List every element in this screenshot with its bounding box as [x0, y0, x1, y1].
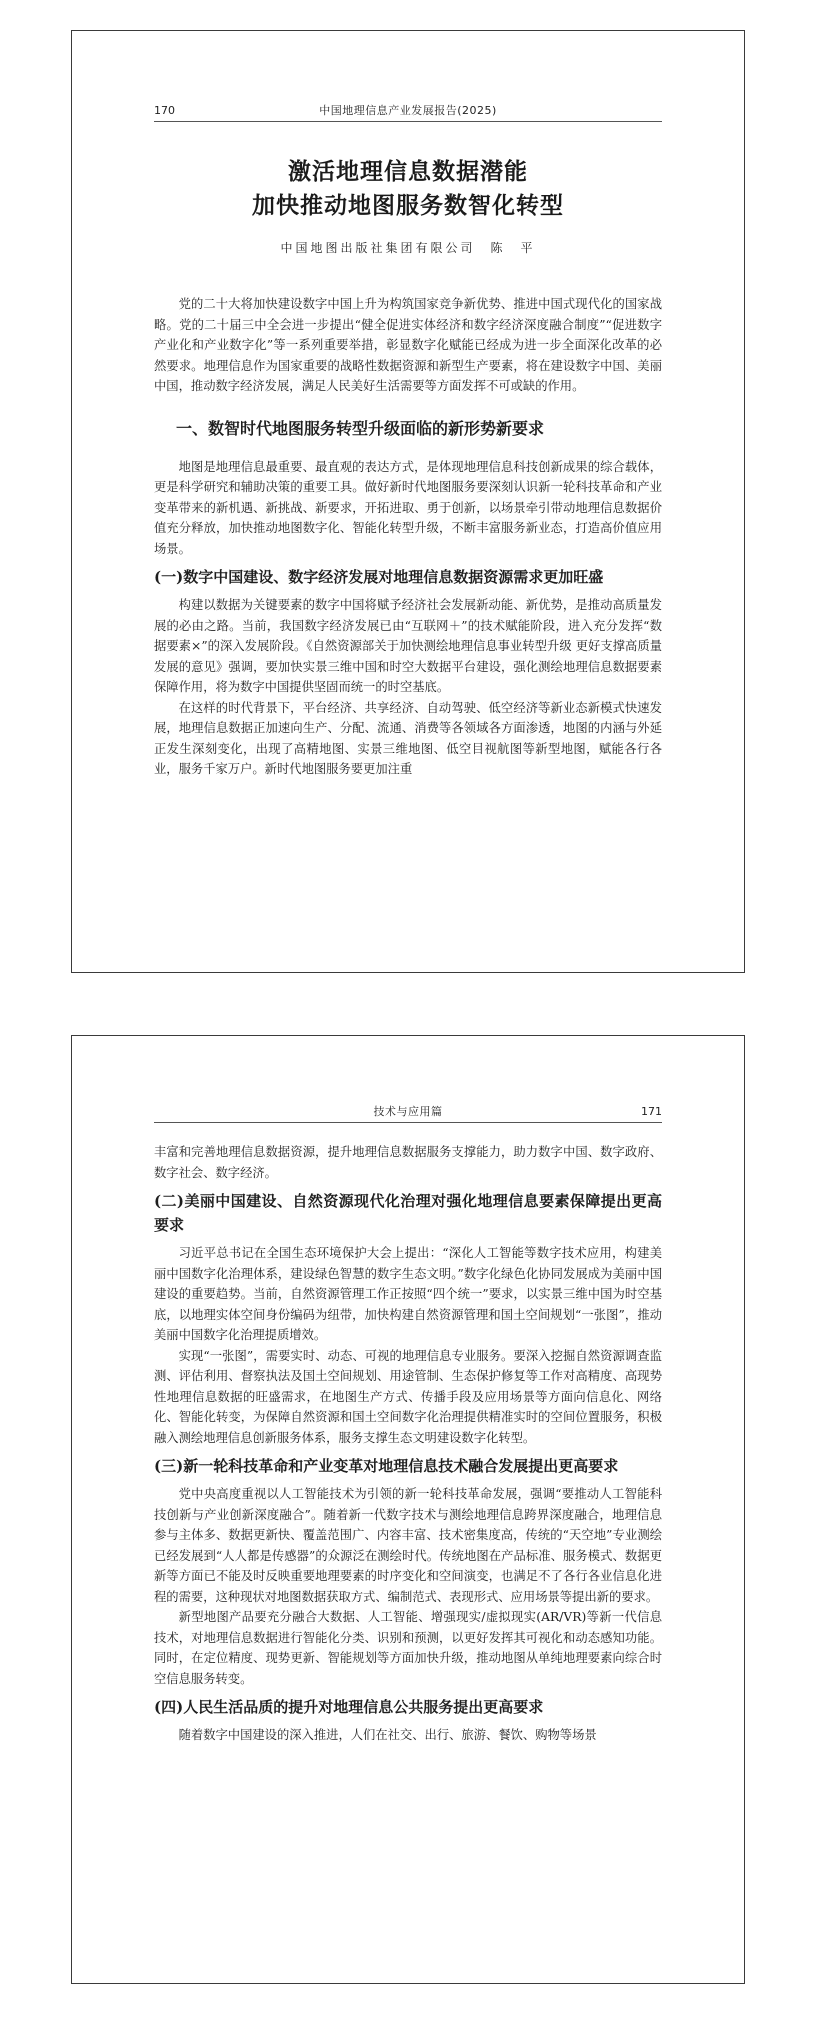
subsection-heading-1: (一)数字中国建设、数字经济发展对地理信息数据资源需求更加旺盛: [154, 568, 604, 586]
book-page-171: [71, 1035, 745, 1984]
book-page-170: [71, 30, 745, 973]
running-title: 技术与应用篇: [373, 1105, 443, 1118]
title-line-1: 激活地理信息数据潜能: [288, 159, 528, 185]
article-title: [154, 155, 662, 223]
sub2-paragraph-2: 实现“一张图”，需要实时、动态、可视的地理信息专业服务。要深入挖掘自然资源调查监测、评估利用、督察执法及国土空间规划、用途管制、生态保护修复等工作对高精度、高现势性地理信息数据的旺盛需求，在地图生产方式、传播手段及应用场景等方面向信息化、网络化、智能化转变，为保障自然资源和国土空间数字化治理提供精准实时的空间位置服务，积极融入测绘地理信息创新服务体系，服务支撑生态文明建设数字化转型。: [154, 1348, 662, 1445]
sub4-paragraph-1: 随着数字中国建设的深入推进，人们在社交、出行、旅游、餐饮、购物等场景: [178, 1728, 597, 1742]
title-line-2: 加快推动地图服务数智化转型: [252, 193, 564, 219]
author-line: 中国地图出版社集团有限公司 陈 平: [280, 241, 536, 255]
page-content: [154, 1142, 662, 1746]
sub1-paragraph-2: 在这样的时代背景下，平台经济、共享经济、自动驾驶、低空经济等新业态新模式快速发展，地理信息数据正加速向生产、分配、流通、消费等各领域各方面渗透，地图的内涵与外延正发生深刻变化，出现了高精地图、实景三维地图、低空目视航图等新型地图，赋能各行各业，服务千家万户。新时代地图服务要更加注重: [154, 700, 662, 776]
section1-paragraph: 地图是地理信息最重要、最直观的表达方式，是体现地理信息科技创新成果的综合载体，更是科学研究和辅助决策的重要工具。做好新时代地图服务要深刻认识新一轮科技革命和产业变革带来的新机遇、新挑战、新要求，开拓进取、勇于创新，以场景牵引带动地理信息数据价值充分释放，加快推动地图数字化、智能化转型升级，不断丰富服务新业态，打造高价值应用场景。: [154, 459, 662, 556]
sub3-paragraph-2: 新型地图产品要充分融合大数据、人工智能、增强现实/虚拟现实(AR/VR)等新一代信息技术，对地理信息数据进行智能化分类、识别和预测，以更好发挥其可视化和动态感知功能。同时，在定位精度、现势更新、智能规划等方面加快升级，推动地图从单纯地理要素向综合时空信息服务转变。: [154, 1610, 662, 1686]
running-title: 中国地理信息产业发展报告(2025): [319, 104, 497, 117]
page-number: 171: [641, 1105, 662, 1118]
continued-paragraph: 丰富和完善地理信息数据资源，提升地理信息数据服务支撑能力，助力数字中国、数字政府、数字社会、数字经济。: [154, 1145, 662, 1180]
subsection-heading-3: (三)新一轮科技革命和产业变革对地理信息技术融合发展提出更高要求: [154, 1457, 619, 1475]
subsection-heading-2: (二)美丽中国建设、自然资源现代化治理对强化地理信息要素保障提出更高要求: [154, 1192, 662, 1234]
page-content: [154, 155, 662, 780]
page-header: [154, 101, 662, 122]
intro-paragraph: 党的二十大将加快建设数字中国上升为构筑国家竞争新优势、推进中国式现代化的国家战略。党的二十届三中全会进一步提出“健全促进实体经济和数字经济深度融合制度”“促进数字产业化和产业数字化”等一系列重要举措，彰显数字化赋能已经成为进一步全面深化改革的必然要求。地理信息作为国家重要的战略性数据资源和新型生产要素，将在建设数字中国、美丽中国，推动数字经济发展，满足人民美好生活需要等方面发挥不可或缺的作用。: [154, 297, 662, 393]
subsection-heading-4: (四)人民生活品质的提升对地理信息公共服务提出更高要求: [154, 1698, 544, 1716]
page-number: 170: [154, 104, 175, 117]
page-header: [154, 1102, 662, 1123]
section-heading-1: 一、数智时代地图服务转型升级面临的新形势新要求: [176, 418, 545, 438]
sub2-paragraph-1: 习近平总书记在全国生态环境保护大会上提出：“深化人工智能等数字技术应用，构建美丽中国数字化治理体系，建设绿色智慧的数字生态文明。”数字化绿色化协同发展成为美丽中国建设的重要趋势。当前，自然资源管理工作正按照“四个统一”要求，以实景三维中国为时空基底，以地理实体空间身份编码为纽带，加快构建自然资源管理和国土空间规划“一张图”，推动美丽中国数字化治理提质增效。: [154, 1246, 662, 1342]
sub3-paragraph-1: 党中央高度重视以人工智能技术为引领的新一轮科技革命发展，强调“要推动人工智能科技创新与产业创新深度融合”。随着新一代数字技术与测绘地理信息跨界深度融合，地理信息参与主体多、数据更新快、覆盖范围广、内容丰富、技术密集度高，传统的“天空地”专业测绘已经发展到“人人都是传感器”的众源泛在测绘时代。传统地图在产品标准、服务模式、数据更新等方面已不能及时反映重要地理要素的时序变化和空间演变，也满足不了各行各业信息化进程的需要，这种现状对地图数据获取方式、编制范式、表现形式、应用场景等提出新的要求。: [154, 1487, 662, 1604]
sub1-paragraph-1: 构建以数据为关键要素的数字中国将赋予经济社会发展新动能、新优势，是推动高质量发展的必由之路。当前，我国数字经济发展已由“互联网＋”的技术赋能阶段，进入充分发挥“数据要素×”的深入发展阶段。《自然资源部关于加快测绘地理信息事业转型升级 更好支撑高质量发展的意见》强调，要加快实景三维中国和时空大数据平台建设，强化测绘地理信息数据要素保障作用，将为数字中国提供坚固而统一的时空基底。: [154, 598, 662, 694]
